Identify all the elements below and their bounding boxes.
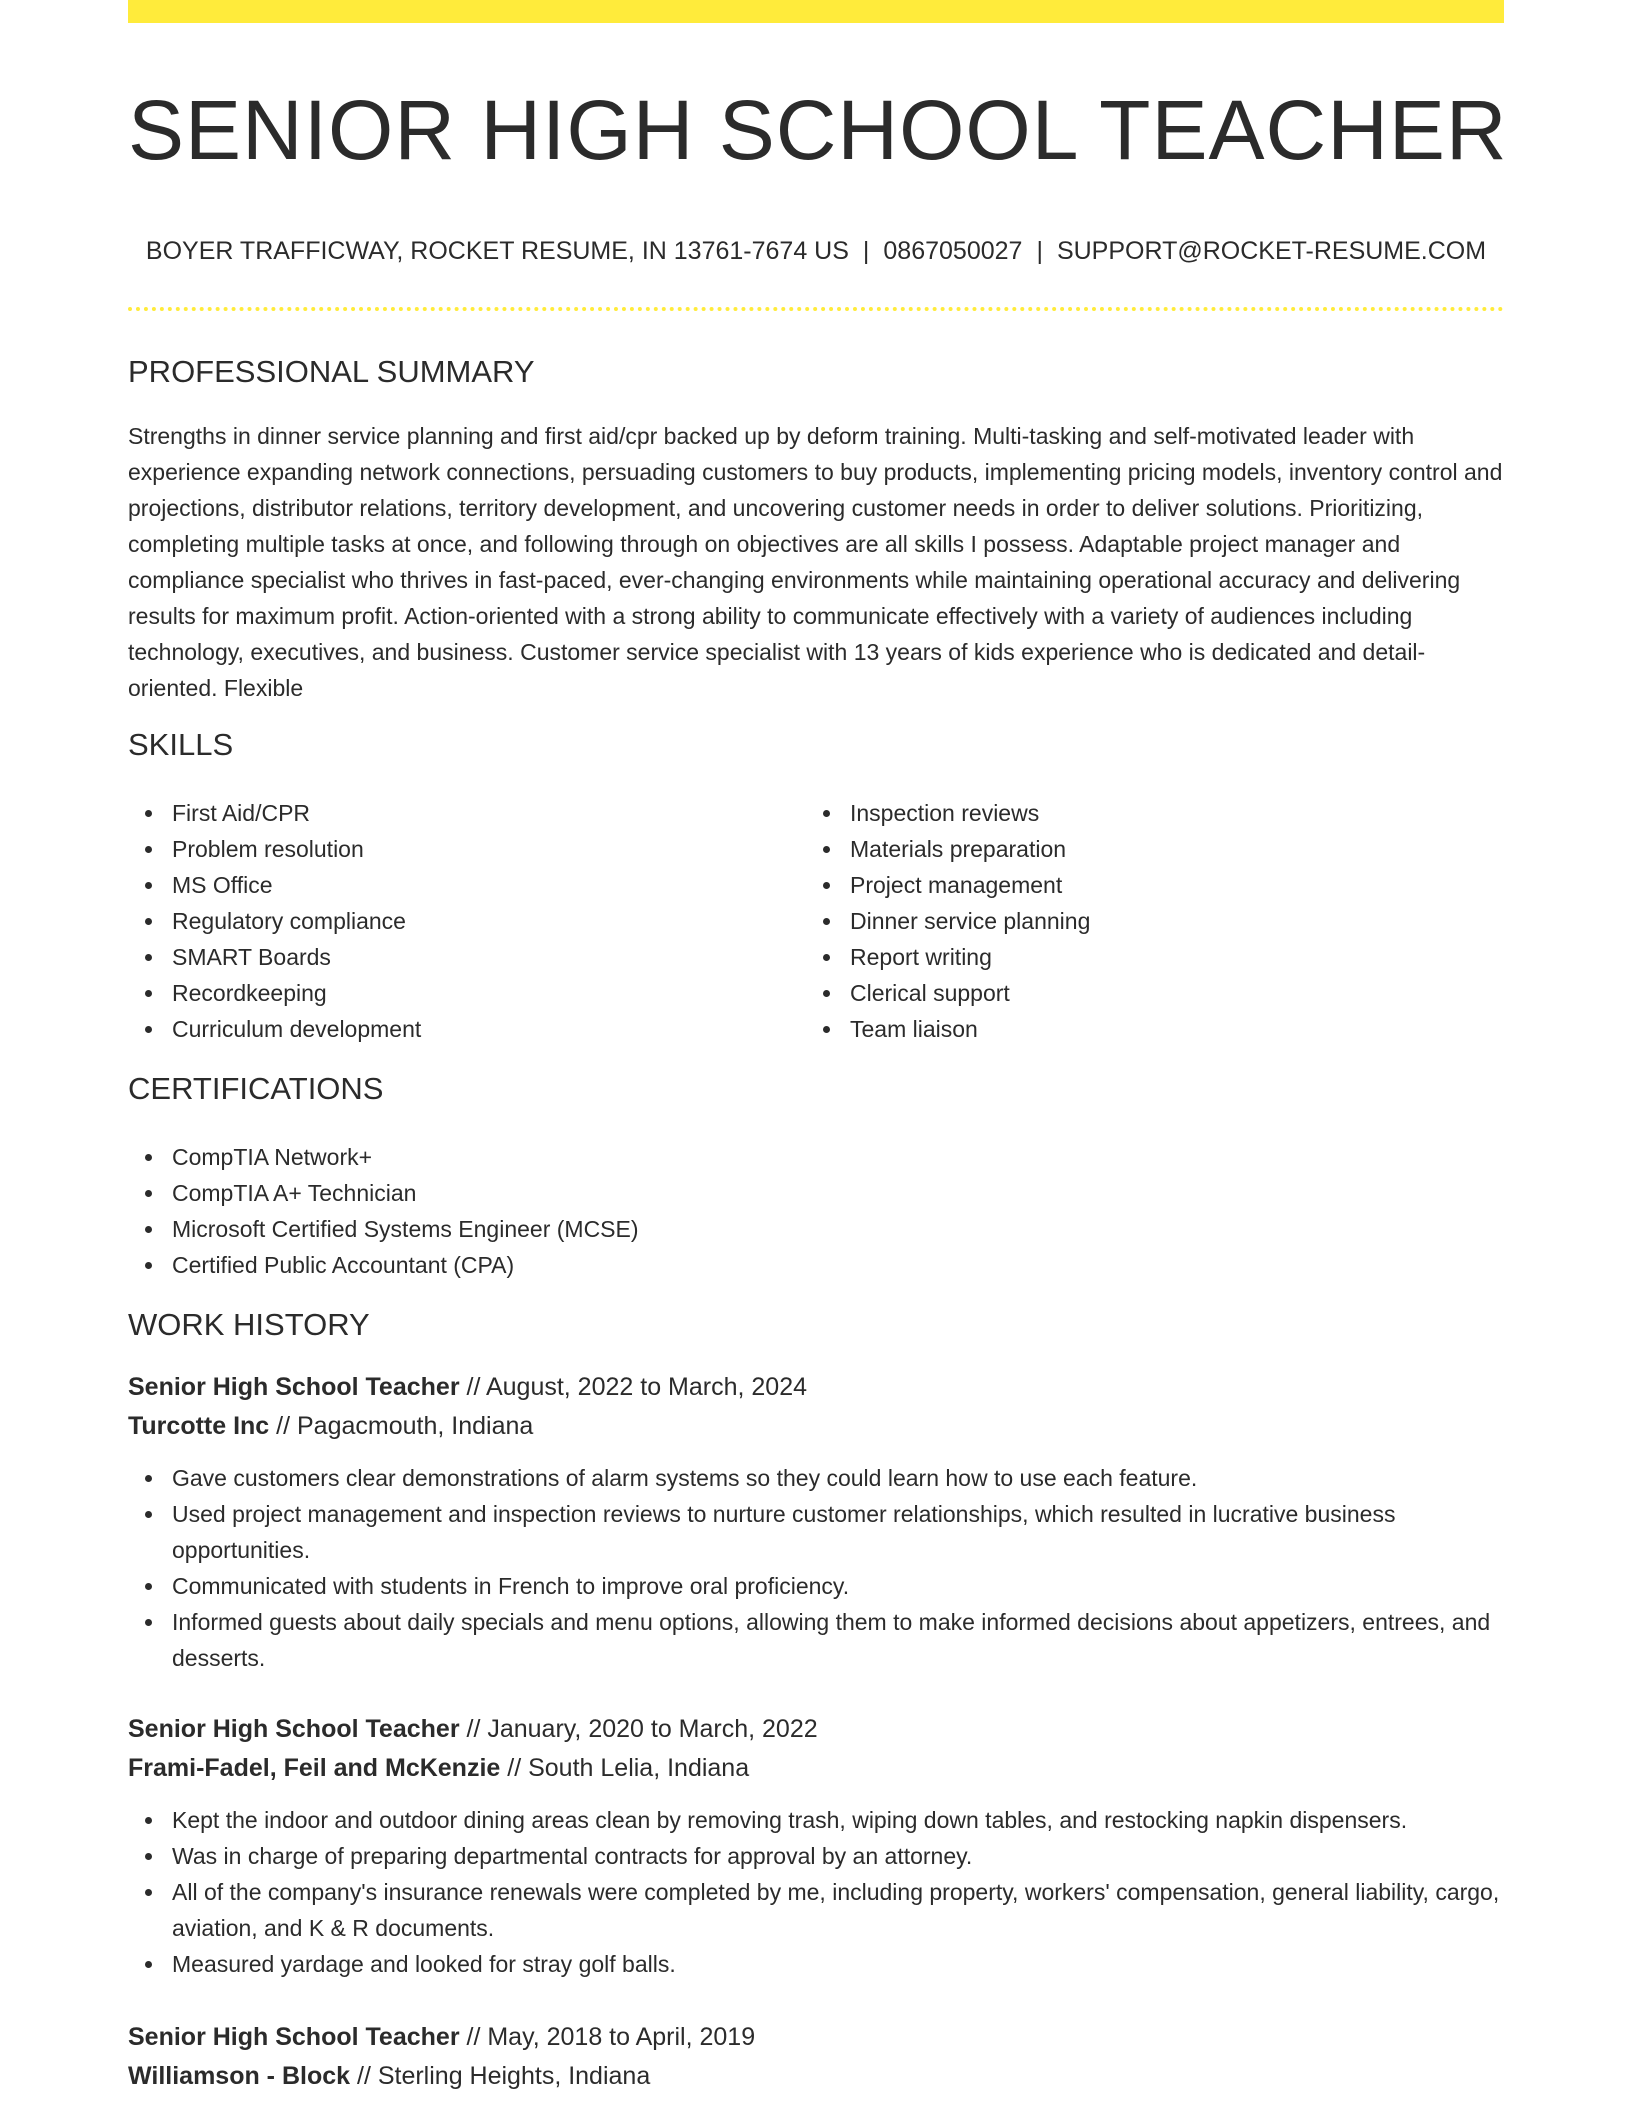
contact-separator: | xyxy=(1036,237,1043,265)
certifications-heading: CERTIFICATIONS xyxy=(128,1071,384,1106)
skill-item: Inspection reviews xyxy=(806,795,1446,831)
bullet-icon xyxy=(145,1853,152,1860)
bullet-icon xyxy=(145,1226,152,1233)
skill-item: Regulatory compliance xyxy=(128,903,768,939)
bullet-icon xyxy=(145,1154,152,1161)
skill-item: SMART Boards xyxy=(128,939,768,975)
contact-email[interactable]: SUPPORT@ROCKET-RESUME.COM xyxy=(1056,237,1487,265)
job-title-line xyxy=(128,1710,1504,1749)
bullet-icon xyxy=(823,954,830,961)
top-accent-bar xyxy=(128,0,1504,23)
skill-item: Project management xyxy=(806,867,1446,903)
skills-heading: SKILLS xyxy=(128,727,234,762)
bullet-icon xyxy=(823,918,830,925)
bullet-icon xyxy=(823,846,830,853)
summary-heading: PROFESSIONAL SUMMARY xyxy=(128,354,535,389)
skill-item: Dinner service planning xyxy=(806,903,1446,939)
bullet-icon xyxy=(145,882,152,889)
bullet-icon xyxy=(145,1817,152,1824)
skill-item: Materials preparation xyxy=(806,831,1446,867)
skills-left-column xyxy=(128,795,768,1047)
job-duty: Communicated with students in French to improve oral proficiency. xyxy=(128,1568,1504,1604)
bullet-icon xyxy=(145,1619,152,1626)
work-history-heading: WORK HISTORY xyxy=(128,1307,370,1342)
contact-line xyxy=(128,234,1504,268)
skill-item: First Aid/CPR xyxy=(128,795,768,831)
job-duty: Kept the indoor and outdoor dining areas clean by removing trash, wiping down tables, and restocking napkin dispensers. xyxy=(128,1802,1504,1838)
header-divider xyxy=(128,307,1504,311)
bullet-icon xyxy=(823,882,830,889)
skills-right-column xyxy=(806,795,1446,1047)
job-location: // South Lelia, Indiana xyxy=(507,1754,750,1782)
job-location: // Sterling Heights, Indiana xyxy=(357,2062,651,2090)
bullet-icon xyxy=(145,1583,152,1590)
bullet-icon xyxy=(145,1190,152,1197)
bullet-icon xyxy=(823,810,830,817)
skill-item: MS Office xyxy=(128,867,768,903)
contact-address: BOYER TRAFFICWAY, ROCKET RESUME, IN 13761-7674 US xyxy=(145,237,849,265)
job-duty: Measured yardage and looked for stray golf balls. xyxy=(128,1946,1504,1982)
bullet-icon xyxy=(145,1026,152,1033)
job-entry xyxy=(128,1710,1504,1982)
certification-item: Microsoft Certified Systems Engineer (MCSE) xyxy=(128,1211,1504,1247)
job-entry xyxy=(128,1368,1504,1676)
job-duties xyxy=(128,1802,1504,1982)
job-duty: All of the company's insurance renewals were completed by me, including property, workers' compensation, general liability, cargo, aviation, and K & R documents. xyxy=(128,1874,1504,1946)
job-duty: Used project management and inspection reviews to nurture customer relationships, which resulted in lucrative business opportunities. xyxy=(128,1496,1504,1568)
bullet-icon xyxy=(145,1475,152,1482)
job-title: Senior High School Teacher xyxy=(128,1715,460,1743)
bullet-icon xyxy=(145,810,152,817)
bullet-icon xyxy=(145,1961,152,1968)
job-title: Senior High School Teacher xyxy=(128,2023,460,2051)
skill-item: Team liaison xyxy=(806,1011,1446,1047)
certification-item: Certified Public Accountant (CPA) xyxy=(128,1247,1504,1283)
job-duty: Was in charge of preparing departmental contracts for approval by an attorney. xyxy=(128,1838,1504,1874)
resume-page xyxy=(128,0,1508,2112)
skill-item: Problem resolution xyxy=(128,831,768,867)
bullet-icon xyxy=(823,1026,830,1033)
bullet-icon xyxy=(145,1262,152,1269)
contact-phone[interactable]: 0867050027 xyxy=(883,237,1023,265)
job-company: Turcotte Inc xyxy=(128,1412,270,1440)
job-title-line xyxy=(128,1368,1504,1407)
skill-item: Recordkeeping xyxy=(128,975,768,1011)
bullet-icon xyxy=(145,918,152,925)
job-title-line xyxy=(128,2018,1504,2057)
job-company-line xyxy=(128,1407,1504,1446)
bullet-icon xyxy=(145,954,152,961)
job-duty: Informed guests about daily specials and menu options, allowing them to make informed decisions about appetizers, entrees, and desserts. xyxy=(128,1604,1504,1676)
job-location: // Pagacmouth, Indiana xyxy=(276,1412,534,1440)
job-entry xyxy=(128,2018,1504,2096)
job-company: Frami-Fadel, Feil and McKenzie xyxy=(128,1754,501,1782)
skill-item: Clerical support xyxy=(806,975,1446,1011)
certification-item: CompTIA A+ Technician xyxy=(128,1175,1504,1211)
job-title: Senior High School Teacher xyxy=(128,1373,460,1401)
certification-item: CompTIA Network+ xyxy=(128,1139,1504,1175)
skill-item: Report writing xyxy=(806,939,1446,975)
summary-text: Strengths in dinner service planning and first aid/cpr backed up by deform training. Multi-tasking and self-motivated leader with experience expanding network connections, persuading customers to buy products, implementing pricing models, inventory control and projections, distributor relations, territory development, and uncovering customer needs in order to deliver solutions. Prioritizing, completing multiple tasks at once, and following through on objectives are all skills I possess. Adaptable project manager and compliance specialist who thrives in fast-paced, ever-changing environments while maintaining operational accuracy and delivering results for maximum profit. Action-oriented with a strong ability to communicate effectively with a variety of audiences including technology, executives, and business. Customer service specialist with 13 years of kids experience who is dedicated and detail-oriented. Flexible xyxy=(128,423,1503,701)
job-company-line xyxy=(128,2057,1504,2096)
contact-separator: | xyxy=(862,237,870,265)
job-dates: // January, 2020 to March, 2022 xyxy=(466,1715,818,1743)
job-company-line xyxy=(128,1749,1504,1788)
job-dates: // May, 2018 to April, 2019 xyxy=(466,2023,756,2051)
bullet-icon xyxy=(145,1889,152,1896)
bullet-icon xyxy=(823,990,830,997)
bullet-icon xyxy=(145,846,152,853)
bullet-icon xyxy=(145,990,152,997)
job-duty: Gave customers clear demonstrations of alarm systems so they could learn how to use each feature. xyxy=(128,1460,1504,1496)
job-company: Williamson - Block xyxy=(128,2062,351,2090)
job-dates: // August, 2022 to March, 2024 xyxy=(466,1373,808,1401)
skill-item: Curriculum development xyxy=(128,1011,768,1047)
certifications-list xyxy=(128,1139,1504,1283)
bullet-icon xyxy=(145,1511,152,1518)
job-duties xyxy=(128,1460,1504,1676)
resume-title: SENIOR HIGH SCHOOL TEACHER xyxy=(128,83,1508,177)
